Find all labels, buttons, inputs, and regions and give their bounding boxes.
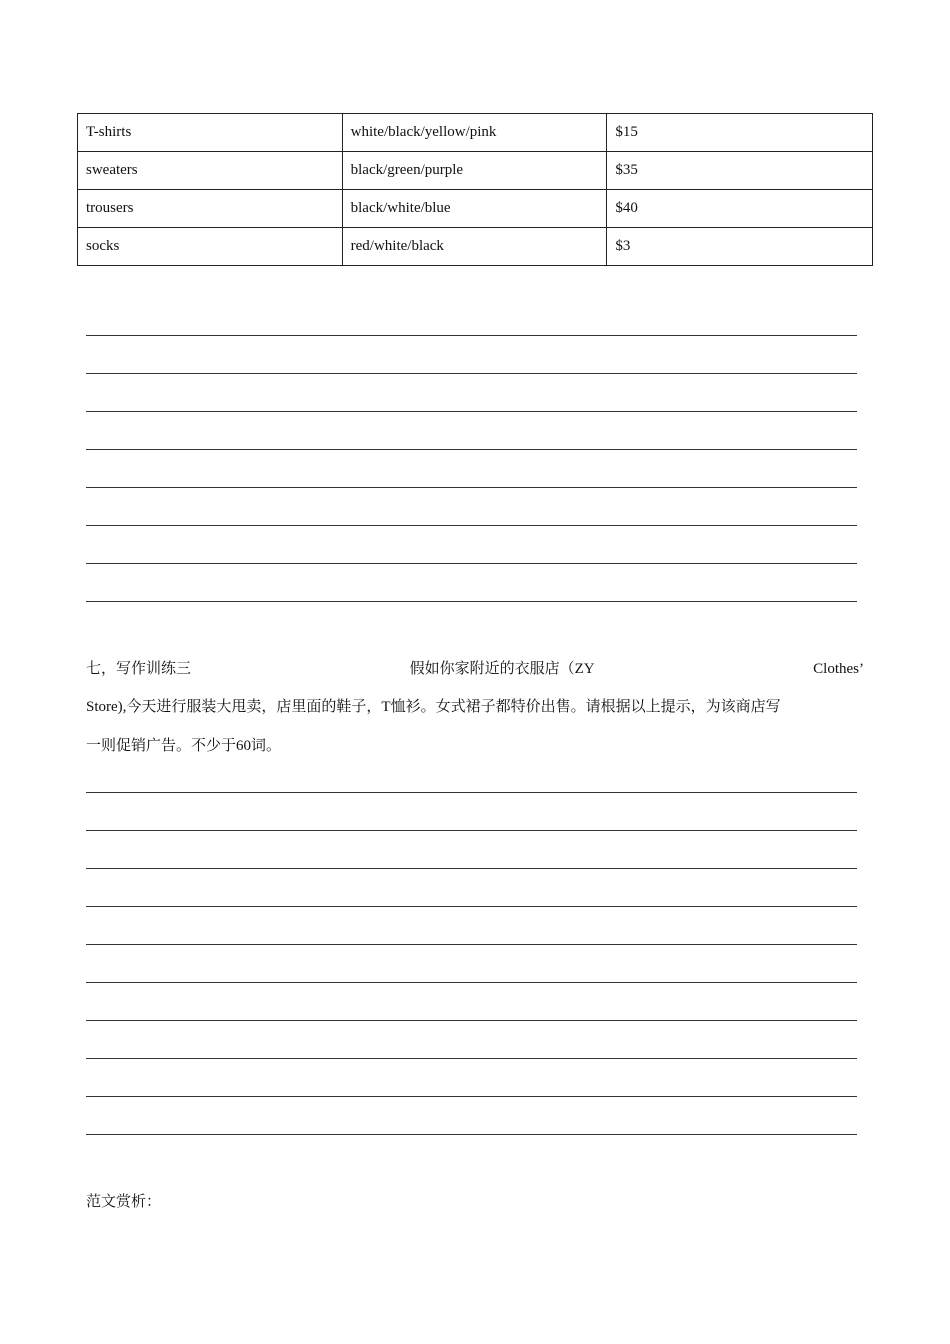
- prompt-part1: 假如你家附近的衣服店（ZY: [409, 661, 595, 677]
- table-row: [78, 228, 873, 266]
- item-cell: trousers: [78, 190, 343, 228]
- table-row: [78, 114, 873, 152]
- table-row: [78, 152, 873, 190]
- item-cell: T-shirts: [78, 114, 343, 152]
- writing-line[interactable]: [86, 335, 857, 336]
- colors-cell: white/black/yellow/pink: [342, 114, 607, 152]
- writing-line[interactable]: [86, 1058, 857, 1059]
- sample-essay-label: 范文赏析：: [86, 1194, 162, 1210]
- section-title: 七，写作训练三: [86, 661, 192, 677]
- writing-line[interactable]: [86, 449, 857, 450]
- price-cell: $35: [607, 152, 873, 190]
- writing-line[interactable]: [86, 868, 857, 869]
- writing-line[interactable]: [86, 792, 857, 793]
- table-row: [78, 190, 873, 228]
- writing-line[interactable]: [86, 525, 857, 526]
- writing-line[interactable]: [86, 563, 857, 564]
- section-heading: [86, 658, 864, 680]
- writing-line[interactable]: [86, 982, 857, 983]
- writing-line[interactable]: [86, 487, 857, 488]
- colors-cell: black/white/blue: [342, 190, 607, 228]
- price-cell: $15: [607, 114, 873, 152]
- writing-line[interactable]: [86, 1096, 857, 1097]
- writing-line[interactable]: [86, 1020, 857, 1021]
- item-cell: sweaters: [78, 152, 343, 190]
- colors-cell: black/green/purple: [342, 152, 607, 190]
- colors-cell: red/white/black: [342, 228, 607, 266]
- price-cell: $3: [607, 228, 873, 266]
- prompt-line: 一则促销广告。不少于60词。: [86, 738, 282, 754]
- writing-line[interactable]: [86, 1134, 857, 1135]
- writing-line[interactable]: [86, 601, 857, 602]
- prompt-line: Store),今天进行服装大甩卖，店里面的鞋子，T恤衫。女式裙子都特价出售。请根据以上提示，为该商店写: [86, 699, 781, 715]
- writing-line[interactable]: [86, 411, 857, 412]
- clothes-table: [77, 113, 873, 266]
- price-cell: $40: [607, 190, 873, 228]
- writing-line[interactable]: [86, 944, 857, 945]
- writing-line[interactable]: [86, 373, 857, 374]
- prompt-part2: Clothes’: [813, 661, 864, 677]
- item-cell: socks: [78, 228, 343, 266]
- writing-line[interactable]: [86, 906, 857, 907]
- writing-line[interactable]: [86, 830, 857, 831]
